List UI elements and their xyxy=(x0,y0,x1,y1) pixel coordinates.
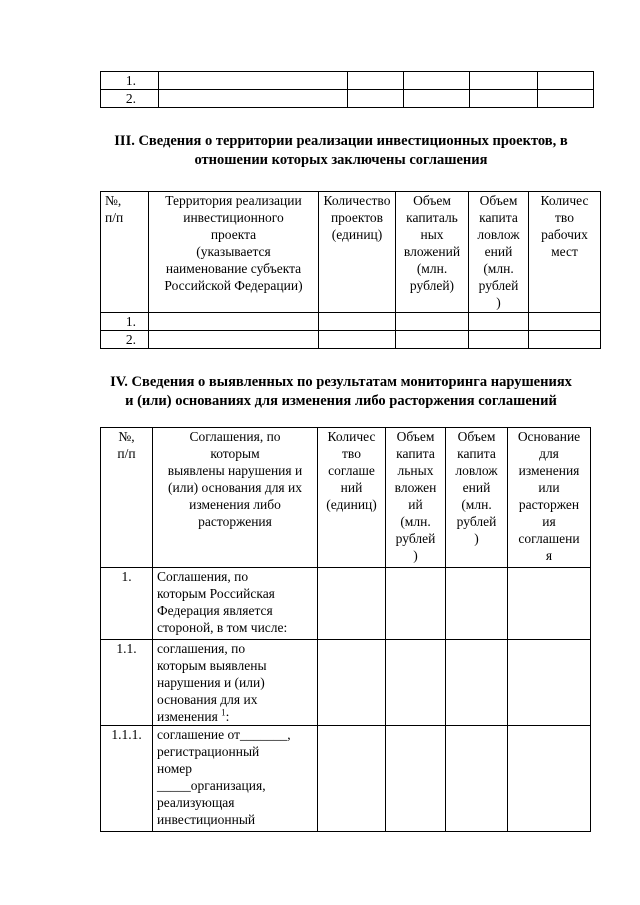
col-grounds-header: Основание для изменения или расторжен ия соглашени я xyxy=(508,428,591,568)
col-agreements-header: Соглашения, по которым выявлены нарушения и (или) основания для их изменения либо расторжения xyxy=(153,428,318,568)
top-table xyxy=(100,71,594,108)
section4-table xyxy=(100,427,591,832)
row-number: 1. xyxy=(101,72,159,90)
table-row xyxy=(101,72,594,90)
col-capital2-header: Объем капита ловлож ений (млн. рублей ) xyxy=(469,192,529,313)
col-capital-header: Объем капита льных вложен ий (млн. рублей ) xyxy=(386,428,446,568)
col-capital2-header: Объем капита ловлож ений (млн. рублей ) xyxy=(446,428,508,568)
row-number: 2. xyxy=(101,90,159,108)
footnote-marker: 1 xyxy=(221,707,226,718)
table-row xyxy=(101,640,591,726)
col-num-header: №, п/п xyxy=(101,428,153,568)
row-number: 1. xyxy=(101,313,149,331)
header-row xyxy=(101,192,601,313)
col-num-header: №, п/п xyxy=(101,192,149,313)
section3-table xyxy=(100,191,601,349)
table-row xyxy=(101,90,594,108)
table-row xyxy=(101,331,601,349)
col-territory-header: Территория реализации инвестиционного проекта (указывается наименование субъекта Российской Федерации) xyxy=(149,192,319,313)
row-description: соглашения, по которым выявлены нарушения и (или) основания для их изменения $^1$: xyxy=(153,640,318,726)
table-row xyxy=(101,568,591,640)
header-row xyxy=(101,428,591,568)
col-jobs-header: Количес тво рабочих мест xyxy=(529,192,601,313)
col-projects-count-header: Количество проектов (единиц) xyxy=(319,192,396,313)
row-description: соглашение от_______, регистрационный номер _____организация, реализующая инвестиционный xyxy=(153,726,318,832)
section3-heading: III. Сведения о территории реализации инвестиционных проектов, в отношении которых заключены соглашения xyxy=(114,133,568,168)
col-agreements-count-header: Количес тво соглаше ний (единиц) xyxy=(318,428,386,568)
row-number: 1.1.1. xyxy=(101,726,153,832)
table-row xyxy=(101,313,601,331)
row-number: 1.1. xyxy=(101,640,153,726)
row-description: Соглашения, по которым Российская Федерация является стороной, в том числе: xyxy=(153,568,318,640)
section4-heading: IV. Сведения о выявленных по результатам мониторинга нарушениях и (или) основаниях для изменения либо расторжения соглашений xyxy=(110,374,572,409)
table-row xyxy=(101,726,591,832)
row-number: 1. xyxy=(101,568,153,640)
col-capital-header: Объем капиталь ных вложений (млн. рублей) xyxy=(396,192,469,313)
row-number: 2. xyxy=(101,331,149,349)
